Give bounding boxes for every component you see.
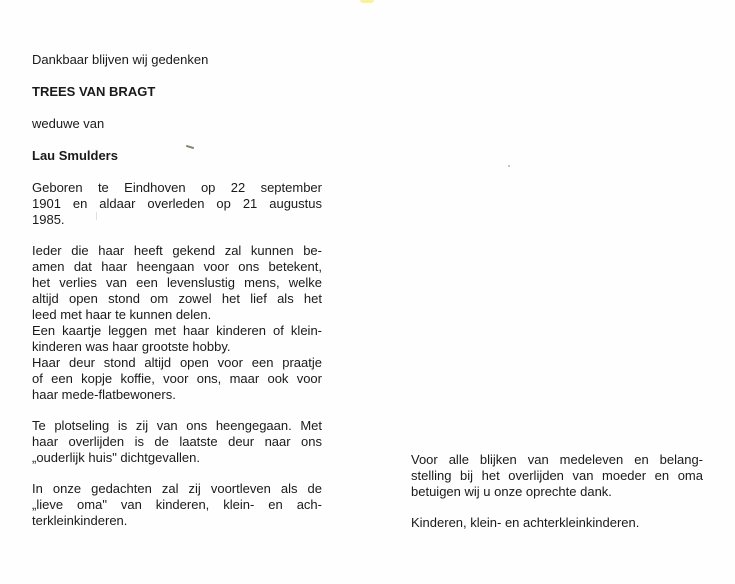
memory-line: „lieve oma" van kinderen, klein- en ach- <box>32 497 322 512</box>
paper-speck <box>508 165 510 167</box>
birth-line: 1985. <box>32 212 65 227</box>
life-line: of een kopje koffie, voor ons, maar ook voor <box>32 371 322 386</box>
life-line: amen dat haar heengaan voor ons betekent, <box>32 259 322 274</box>
passing-paragraph <box>32 418 322 466</box>
life-line: Een kaartje leggen met haar kinderen of klein- <box>32 323 322 338</box>
signature-text: Kinderen, klein- en achterkleinkinderen. <box>411 515 640 530</box>
life-line: Haar deur stond altijd open voor een praatje <box>32 355 322 370</box>
deceased-name: TREES VAN BRAGT <box>32 84 156 99</box>
left-column <box>32 52 322 529</box>
right-column <box>411 452 703 531</box>
birth-death-paragraph <box>32 180 322 228</box>
life-paragraph <box>32 243 322 403</box>
memory-paragraph <box>32 481 322 529</box>
life-line: altijd open stond om zowel het lief als het <box>32 291 322 306</box>
passing-line: „ouderlijk huis" dichtgevallen. <box>32 450 200 465</box>
widow-of-text: weduwe van <box>32 116 105 131</box>
paper-fold-mark <box>360 0 374 3</box>
thanks-line: betuigen wij u onze oprechte dank. <box>411 484 612 499</box>
passing-line: Te plotseling is zij van ons heengegaan. Met <box>32 418 322 433</box>
life-line: het verlies van een levenslustig mens, welke <box>32 275 322 290</box>
life-line: Ieder die haar heeft gekend zal kunnen be- <box>32 243 322 258</box>
thanks-line: stelling bij het overlijden van moeder en oma <box>411 468 703 483</box>
birth-line: Geboren te Eindhoven op 22 september <box>32 180 322 195</box>
thanks-paragraph <box>411 452 703 500</box>
life-line: kinderen was haar grootste hobby. <box>32 339 231 354</box>
memory-line: terkleinkinderen. <box>32 513 128 528</box>
memory-line: In onze gedachten zal zij voortleven als de <box>32 481 322 496</box>
birth-line: 1901 en aldaar overleden op 21 augustus <box>32 196 322 211</box>
thanks-line: Voor alle blijken van medeleven en belang- <box>411 452 703 467</box>
paper-speck <box>96 212 97 220</box>
husband-name: Lau Smulders <box>32 148 118 163</box>
life-line: haar mede-flatbewoners. <box>32 387 176 402</box>
life-line: leed met haar te kunnen delen. <box>32 307 212 322</box>
passing-line: haar overlijden is de laatste deur naar ons <box>32 434 322 449</box>
intro-text: Dankbaar blijven wij gedenken <box>32 52 209 67</box>
